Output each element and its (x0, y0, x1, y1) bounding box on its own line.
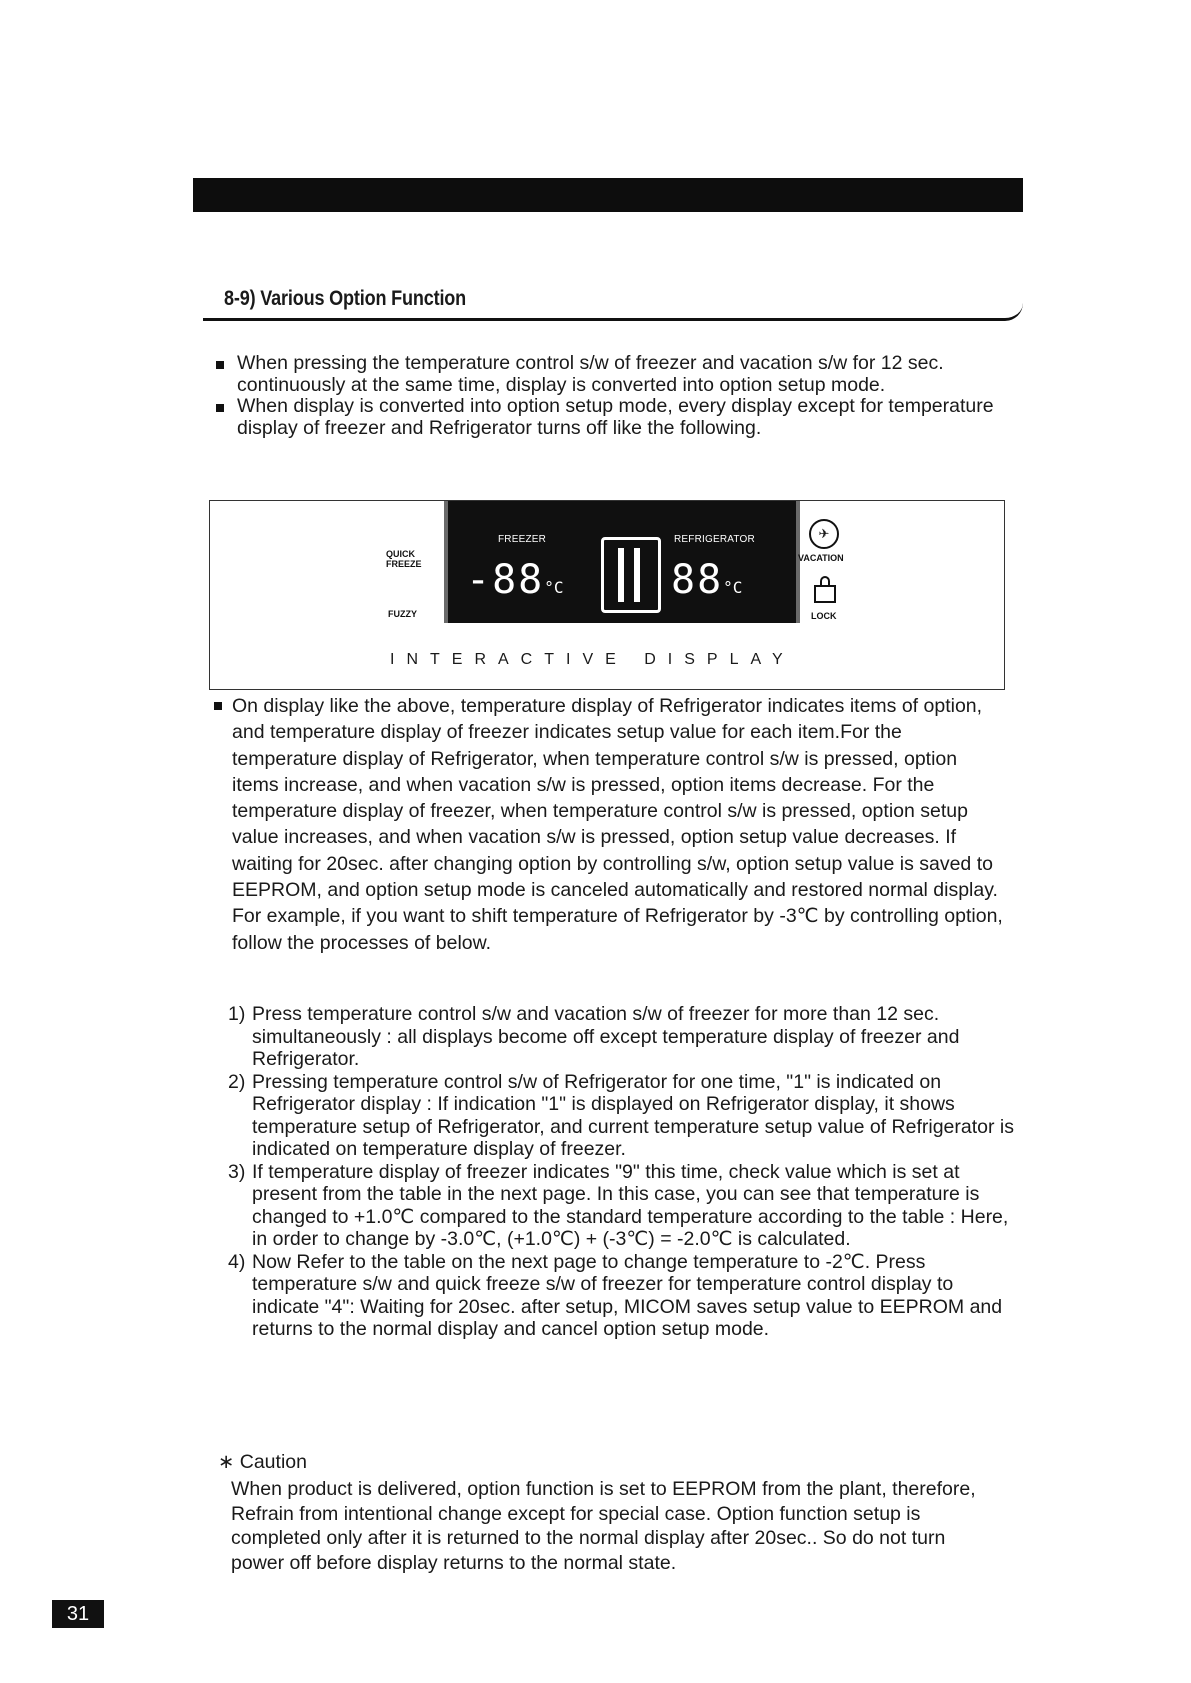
header-bar (193, 178, 1023, 212)
control-panel-figure (209, 500, 1005, 690)
step-text: Now Refer to the table on the next page to change temperature to -2℃. Press temperature s/w and quick freeze s/w of freezer for temperature control display to indicate "4": Waiting for 20sec. after setup, MICOM saves setup value to EEPROM and returns to the normal display and cancel option setup mode. (252, 1250, 1003, 1340)
step-text: If temperature display of freezer indicates "9" this time, check value which is set at present from the table in the next page. In this case, you can see that temperature is changed to +1.0℃ compared to the standard temperature according to the table : Here, in order to change by -3.0℃, (+1.0℃) + (-3℃) = -2.0℃ is calculated. (252, 1160, 1009, 1250)
step-number: 3) (228, 1160, 246, 1183)
list-item (228, 1251, 1018, 1341)
list-item (228, 1003, 1018, 1071)
refrigerator-digits: 88 (671, 557, 724, 603)
step-number: 1) (228, 1003, 246, 1025)
description-text: On display like the above, temperature display of Refrigerator indicates items of option, and temperature display of freezer indicates setup value for each item.For the temperature display of Refrigerator, when temperature control s/w is pressed, option items increase, and when vacation s/w is pressed, option items decrease. For the temperature display of freezer, when temperature control s/w is pressed, option setup value increases, and when vacation s/w is pressed, option setup value decreases. If waiting for 20sec. after changing option by controlling s/w, option setup value is saved to EEPROM, and option setup mode is canceled automatically and restored normal display. For example, if you want to shift temperature of Refrigerator by -3℃ by controlling option, follow the processes of below. (232, 695, 1003, 954)
description-paragraph (214, 693, 1004, 956)
led-display (444, 501, 800, 623)
refrigerator-temp-display (671, 557, 742, 603)
lock-icon (814, 585, 836, 603)
center-indicator (601, 537, 661, 613)
page-number: 31 (52, 1600, 104, 1628)
step-number: 2) (228, 1070, 246, 1093)
quick-freeze-label: QUICK FREEZE (386, 549, 422, 569)
refrigerator-label: REFRIGERATOR (674, 534, 755, 545)
list-item (228, 1161, 1018, 1251)
fuzzy-label: FUZZY (388, 609, 417, 619)
step-text: Pressing temperature control s/w of Refrigerator for one time, "1" is indicated on Refrigerator display : If indication "1" is displayed on Refrigerator display, it shows temperature setup of Refrigerator, and current temperature setup value of Refrigerator is indicated on temperature display of freezer. (252, 1070, 1014, 1160)
refrigerator-unit: °C (723, 578, 743, 597)
caution-heading: ∗ Caution (218, 1451, 307, 1473)
lock-label: LOCK (811, 611, 837, 621)
vacation-icon: ✈ (809, 519, 839, 549)
section-title: 8-9) Various Option Function (224, 287, 467, 310)
step-number: 4) (228, 1250, 246, 1273)
vacation-label: VACATION (798, 553, 844, 563)
steps-list (228, 1003, 1018, 1341)
list-item (228, 1071, 1018, 1161)
freezer-digits: -88 (466, 557, 545, 603)
freezer-label: FREEZER (498, 534, 547, 545)
freezer-unit: °C (544, 578, 564, 597)
intro-item: When pressing the temperature control s/w of freezer and vacation s/w for 12 sec. continuously at the same time, display is converted into option setup mode. (213, 353, 1013, 396)
section-header (203, 284, 1023, 321)
interactive-display-caption: INTERACTIVE DISPLAY (390, 651, 795, 668)
freezer-temp-display (466, 557, 564, 603)
intro-list (213, 353, 1013, 439)
caution-text: When product is delivered, option function is set to EEPROM from the plant, therefore, Refrain from intentional change except for special case. Option function setup is completed only after it is returned to the normal display after 20sec.. So do not turn power off before display returns to the normal state. (231, 1478, 976, 1574)
step-text: Press temperature control s/w and vacation s/w of freezer for more than 12 sec. simultaneously : all displays become off except temperature display of freezer and Refrigerator. (252, 1003, 960, 1070)
intro-item: When display is converted into option setup mode, every display except for temperature display of freezer and Refrigerator turns off like the following. (213, 396, 1013, 439)
